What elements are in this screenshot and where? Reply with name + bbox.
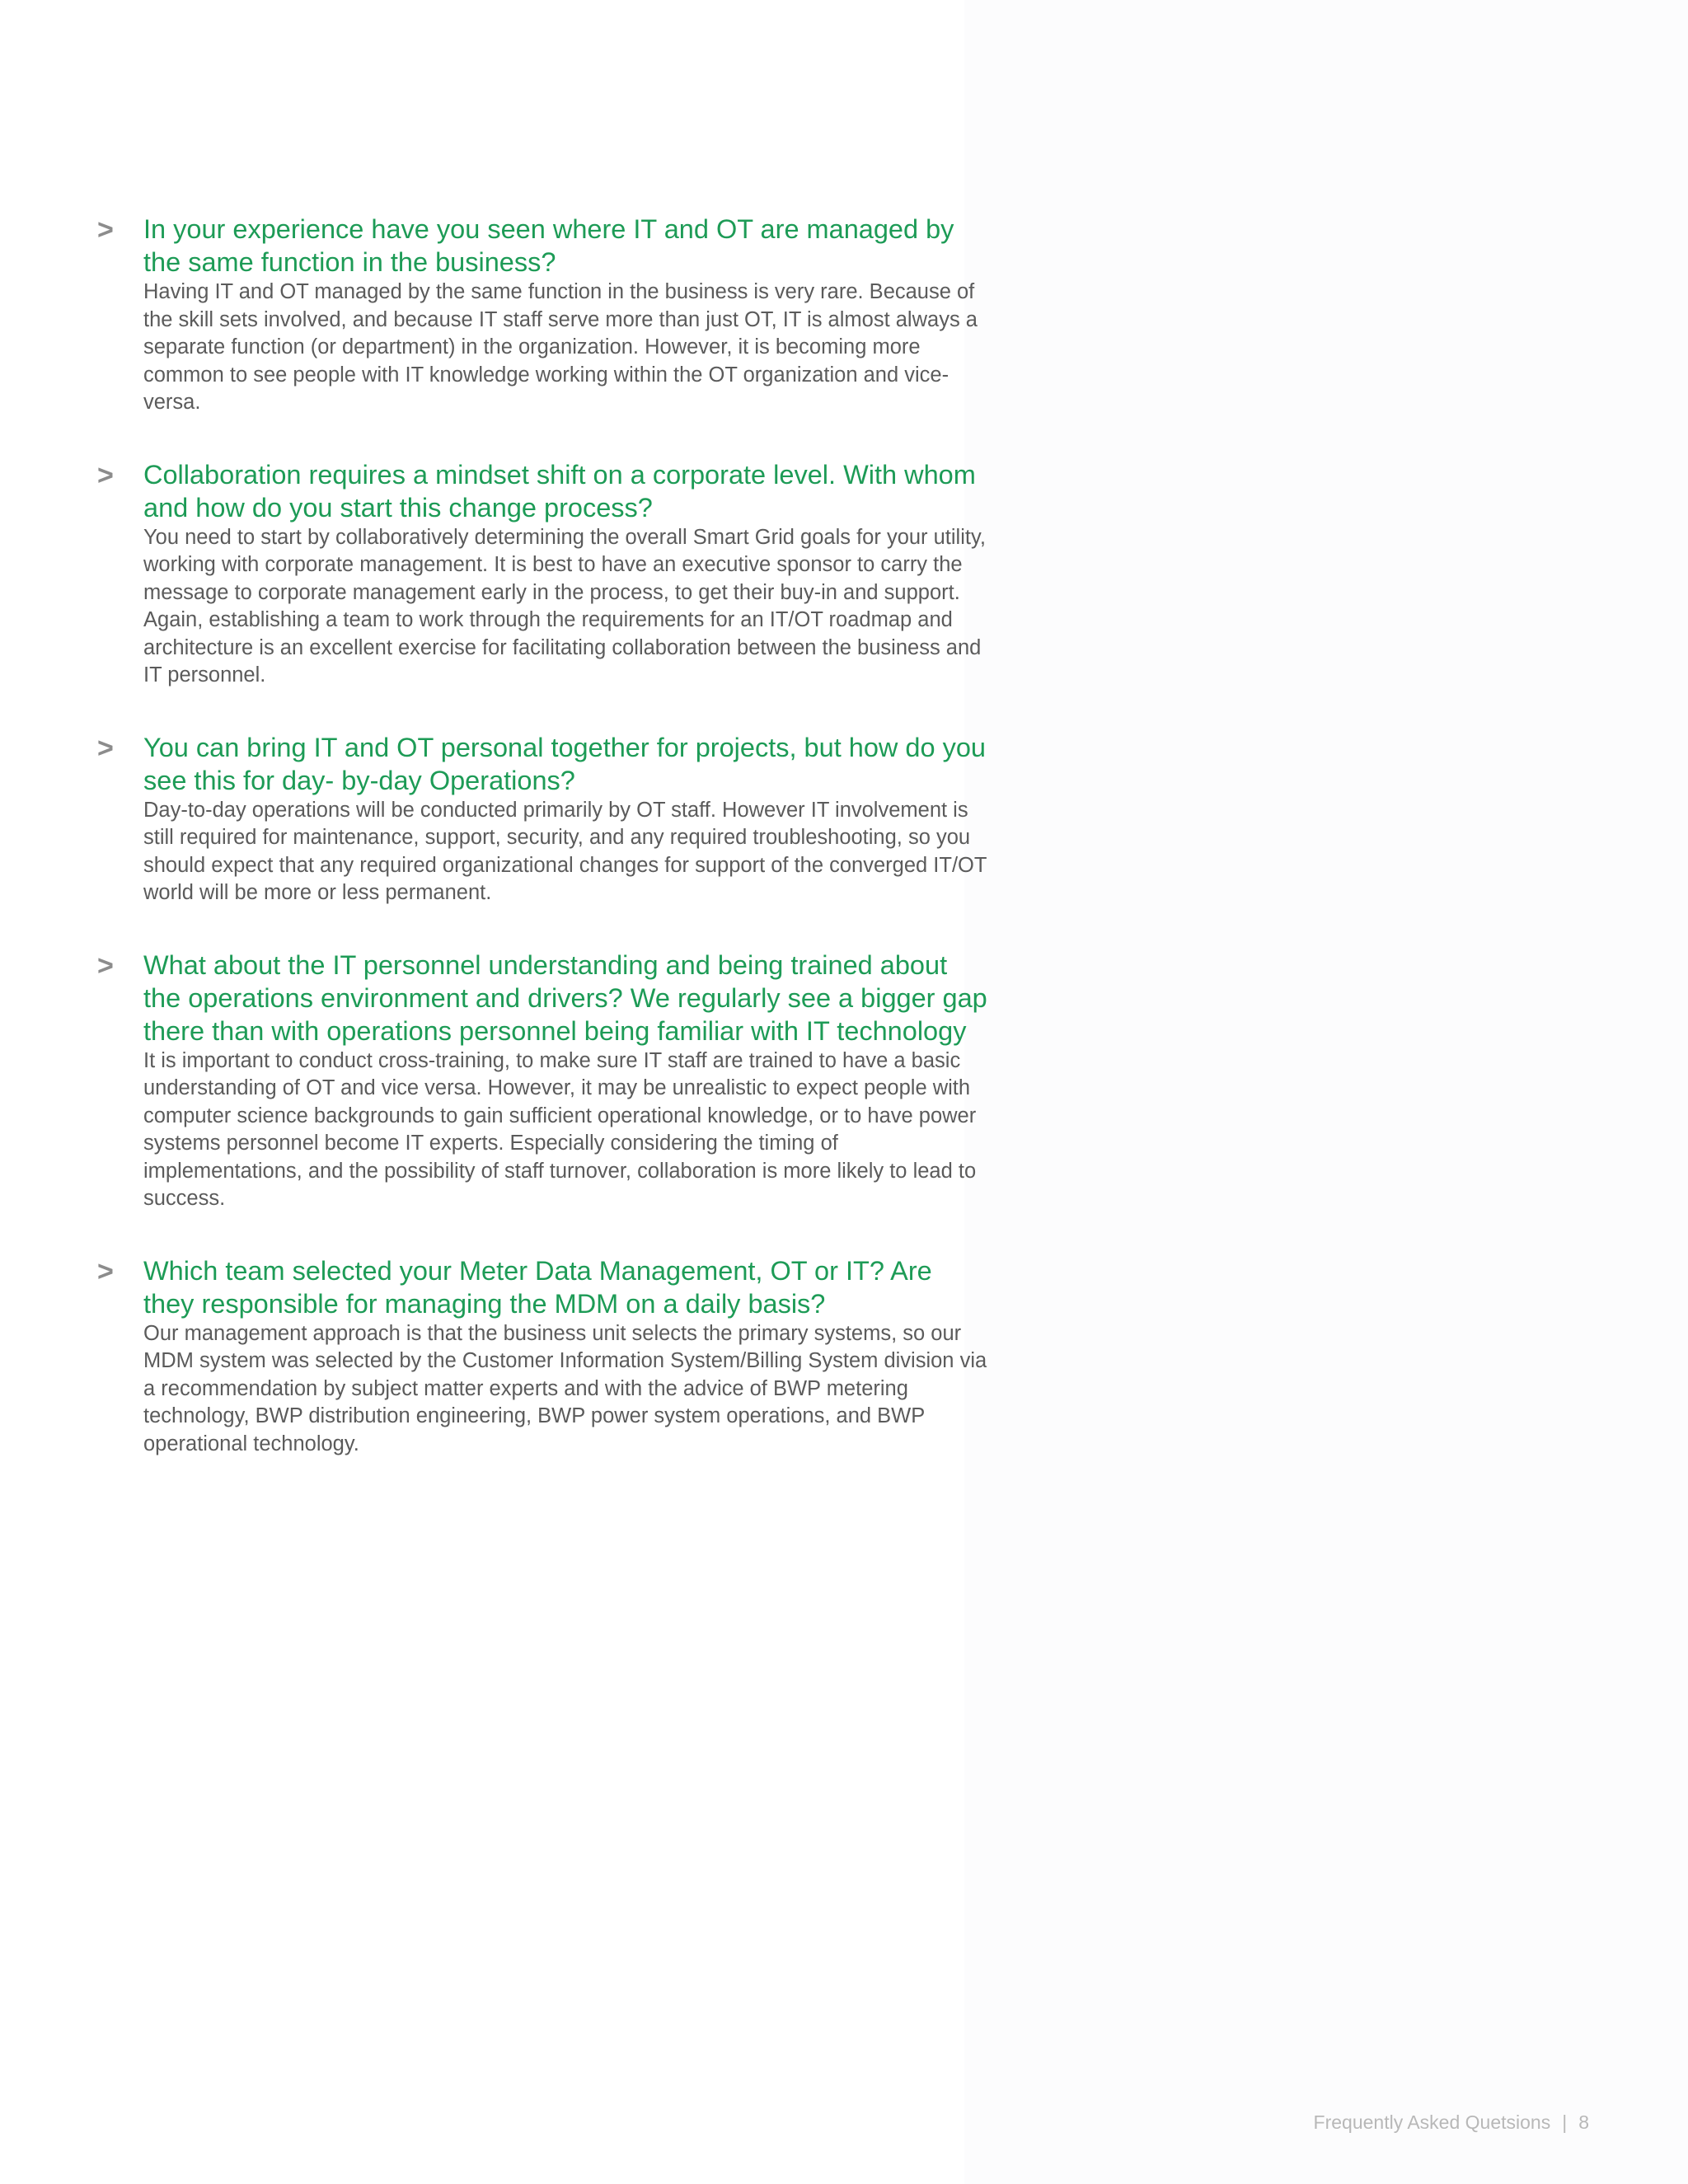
faq-answer: Our management approach is that the business unit selects the primary systems, so our MDM system was selected by the Customer Information System/Billing System division via a recommendation by subject matter experts and with the advice of BWP metering technology, BWP distribution engineering, BWP power system operations, and BWP operational technology. [143, 1321, 987, 1455]
faq-question: In your experience have you seen where IT and OT are managed by the same function in the business? [143, 214, 954, 277]
faq-item [97, 458, 987, 690]
chevron-right-icon: > [97, 214, 114, 246]
faq-question: What about the IT personnel understanding and being trained about the operations environment and drivers? We regularly see a bigger gap there than with operations personnel being familiar with IT technology [143, 949, 987, 1046]
faq-answer: Having IT and OT managed by the same function in the business is very rare. Because of the skill sets involved, and because IT staff serve more than just OT, IT is almost always a separate function (or department) in the organization. However, it is becoming more common to see people with IT knowledge working within the OT organization and vice-versa. [143, 280, 978, 414]
faq-item [97, 949, 987, 1213]
faq-question: You can bring IT and OT personal together for projects, but how do you see this for day- by-day Operations? [143, 732, 986, 795]
faq-question: Which team selected your Meter Data Management, OT or IT? Are they responsible for managing the MDM on a daily basis? [143, 1255, 932, 1319]
faq-list [97, 213, 987, 1499]
faq-item [97, 213, 987, 417]
faq-answer: Day-to-day operations will be conducted primarily by OT staff. However IT involvement is still required for maintenance, support, security, and any required troubleshooting, so you should expect that any required organizational changes for support of the converged IT/OT world will be more or less permanent. [143, 798, 987, 904]
faq-item [97, 731, 987, 907]
chevron-right-icon: > [97, 459, 114, 491]
chevron-right-icon: > [97, 732, 114, 764]
chevron-right-icon: > [97, 949, 114, 982]
faq-question: Collaboration requires a mindset shift on a corporate level. With whom and how do you start this change process? [143, 459, 976, 523]
footer-section-title: Frequently Asked Quetsions [1313, 2111, 1551, 2133]
faq-item [97, 1254, 987, 1459]
page-footer [1314, 2111, 1589, 2134]
footer-separator: | [1562, 2111, 1568, 2133]
page-side-panel [964, 0, 1688, 2184]
faq-answer: You need to start by collaboratively determining the overall Smart Grid goals for your utility, working with corporate management. It is best to have an executive sponsor to carry the message to corporate management early in the process, to get their buy-in and support. Again, establishing a team to work through the requirements for an IT/OT roadmap and architecture is an excellent exercise for facilitating collaboration between the business and IT personnel. [143, 525, 986, 687]
page-number: 8 [1578, 2111, 1589, 2133]
chevron-right-icon: > [97, 1255, 114, 1287]
faq-answer: It is important to conduct cross-training, to make sure IT staff are trained to have a basic understanding of OT and vice versa. However, it may be unrealistic to expect people with computer science backgrounds to gain sufficient operational knowledge, or to have power systems personnel become IT experts. Especially considering the timing of implementations, and the possibility of staff turnover, collaboration is more likely to lead to success. [143, 1048, 977, 1210]
